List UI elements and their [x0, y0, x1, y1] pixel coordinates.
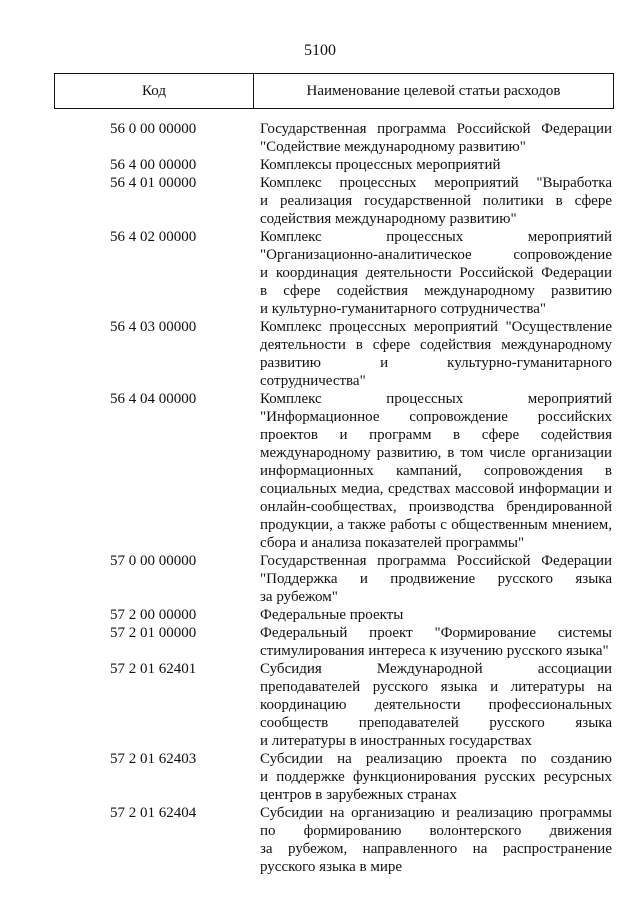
table-body [0, 120, 640, 876]
row-code: 57 2 01 62401 [110, 661, 197, 677]
row-name-line: развитию и культурно-гуманитарного [260, 355, 612, 371]
row-name-line: в сфере содействия международному развитию [260, 283, 612, 299]
table-row [0, 318, 640, 390]
row-code: 57 2 01 62404 [110, 805, 197, 821]
table-header [54, 73, 614, 109]
table-row [0, 660, 640, 750]
row-name-line: по формированию волонтерского движения [260, 823, 612, 839]
row-code: 56 4 04 00000 [110, 391, 197, 407]
row-name-line: и координация деятельности Российской Федерации [260, 265, 612, 281]
row-code: 56 4 03 00000 [110, 319, 197, 335]
row-name-line: Комплекс процессных мероприятий [260, 391, 612, 407]
table-row [0, 390, 640, 552]
row-name-line: "Поддержка и продвижение русского языка [260, 571, 612, 587]
row-name-line: "Информационное сопровождение российских [260, 409, 612, 425]
row-name-line: сбора и анализа показателей программы" [260, 535, 525, 551]
page-number: 5100 [304, 42, 336, 59]
row-name [260, 156, 612, 174]
row-code: 56 0 00 00000 [110, 121, 197, 137]
row-name [260, 660, 612, 750]
row-name-line: русского языка в мире [260, 859, 403, 875]
row-name-line: стимулирования интереса к изучению русского языка" [260, 643, 609, 659]
row-name-line: Федеральные проекты [260, 607, 404, 623]
row-code: 56 4 02 00000 [110, 229, 197, 245]
row-code: 56 4 01 00000 [110, 175, 197, 191]
row-code: 57 0 00 00000 [110, 553, 197, 569]
table-row [0, 120, 640, 156]
row-name-line: социальных медиа, средствах массовой информации и [260, 481, 612, 497]
row-name [260, 318, 612, 390]
table-row [0, 156, 640, 174]
row-name-line: онлайн-сообществах, производства брендированной [260, 499, 612, 515]
row-name-line: за рубежом, направленного на распространение [260, 841, 612, 857]
row-name-line: проектов и программ в сфере содействия [260, 427, 612, 443]
row-name-line: деятельности в сфере содействия международному [260, 337, 612, 353]
row-name [260, 552, 612, 606]
row-code: 57 2 01 00000 [110, 625, 197, 641]
row-name-line: продукции, а также работы с общественным мнением, [260, 517, 612, 533]
row-name [260, 228, 612, 318]
table-row [0, 804, 640, 876]
table-row [0, 174, 640, 228]
row-name-line: Субсидия Международной ассоциации [260, 661, 612, 677]
table-row [0, 552, 640, 606]
row-name [260, 120, 612, 156]
row-name-line: Комплекс процессных мероприятий "Выработка [260, 175, 612, 191]
row-name-line: и культурно-гуманитарного сотрудничества" [260, 301, 547, 317]
row-code: 56 4 00 00000 [110, 157, 197, 173]
row-name-line: сотрудничества" [260, 373, 366, 389]
row-name-line: "Организационно-аналитическое сопровождение [260, 247, 612, 263]
row-name-line: Субсидии на реализацию проекта по созданию [260, 751, 612, 767]
row-name-line: и реализация государственной политики в сфере [260, 193, 612, 209]
table-row [0, 228, 640, 318]
row-name [260, 174, 612, 228]
row-name-line: Федеральный проект "Формирование системы [260, 625, 612, 641]
header-code: Код [55, 74, 254, 108]
row-name-line: Государственная программа Российской Федерации [260, 121, 612, 137]
row-name-line: за рубежом" [260, 589, 338, 605]
row-name-line: координацию деятельности профессиональных [260, 697, 612, 713]
row-name-line: международному развитию, в том числе организации [260, 445, 612, 461]
header-name: Наименование целевой статьи расходов [306, 82, 561, 99]
row-name [260, 750, 612, 804]
row-name-line: "Содействие международному развитию" [260, 139, 526, 155]
row-name-line: Государственная программа Российской Федерации [260, 553, 612, 569]
row-name-line: и литературы в иностранных государствах [260, 733, 532, 749]
row-code: 57 2 01 62403 [110, 751, 197, 767]
row-name [260, 804, 612, 876]
row-name-line: содействия международному развитию" [260, 211, 517, 227]
row-name-line: преподавателей русского языка и литературы на [260, 679, 612, 695]
row-name [260, 624, 612, 660]
table-row [0, 750, 640, 804]
row-name-line: Комплекс процессных мероприятий [260, 229, 612, 245]
row-code: 57 2 00 00000 [110, 607, 197, 623]
row-name [260, 390, 612, 552]
table-row [0, 606, 640, 624]
row-name-line: Комплексы процессных мероприятий [260, 157, 501, 173]
row-name-line: центров в зарубежных странах [260, 787, 457, 803]
row-name [260, 606, 612, 624]
row-name-line: информационных кампаний, сопровождения в [260, 463, 612, 479]
table-row [0, 624, 640, 660]
row-name-line: сообществ преподавателей русского языка [260, 715, 612, 731]
row-name-line: Субсидии на организацию и реализацию программы [260, 805, 612, 821]
row-name-line: Комплекс процессных мероприятий "Осуществление [260, 319, 612, 335]
row-name-line: и поддержке функционирования русских ресурсных [260, 769, 612, 785]
